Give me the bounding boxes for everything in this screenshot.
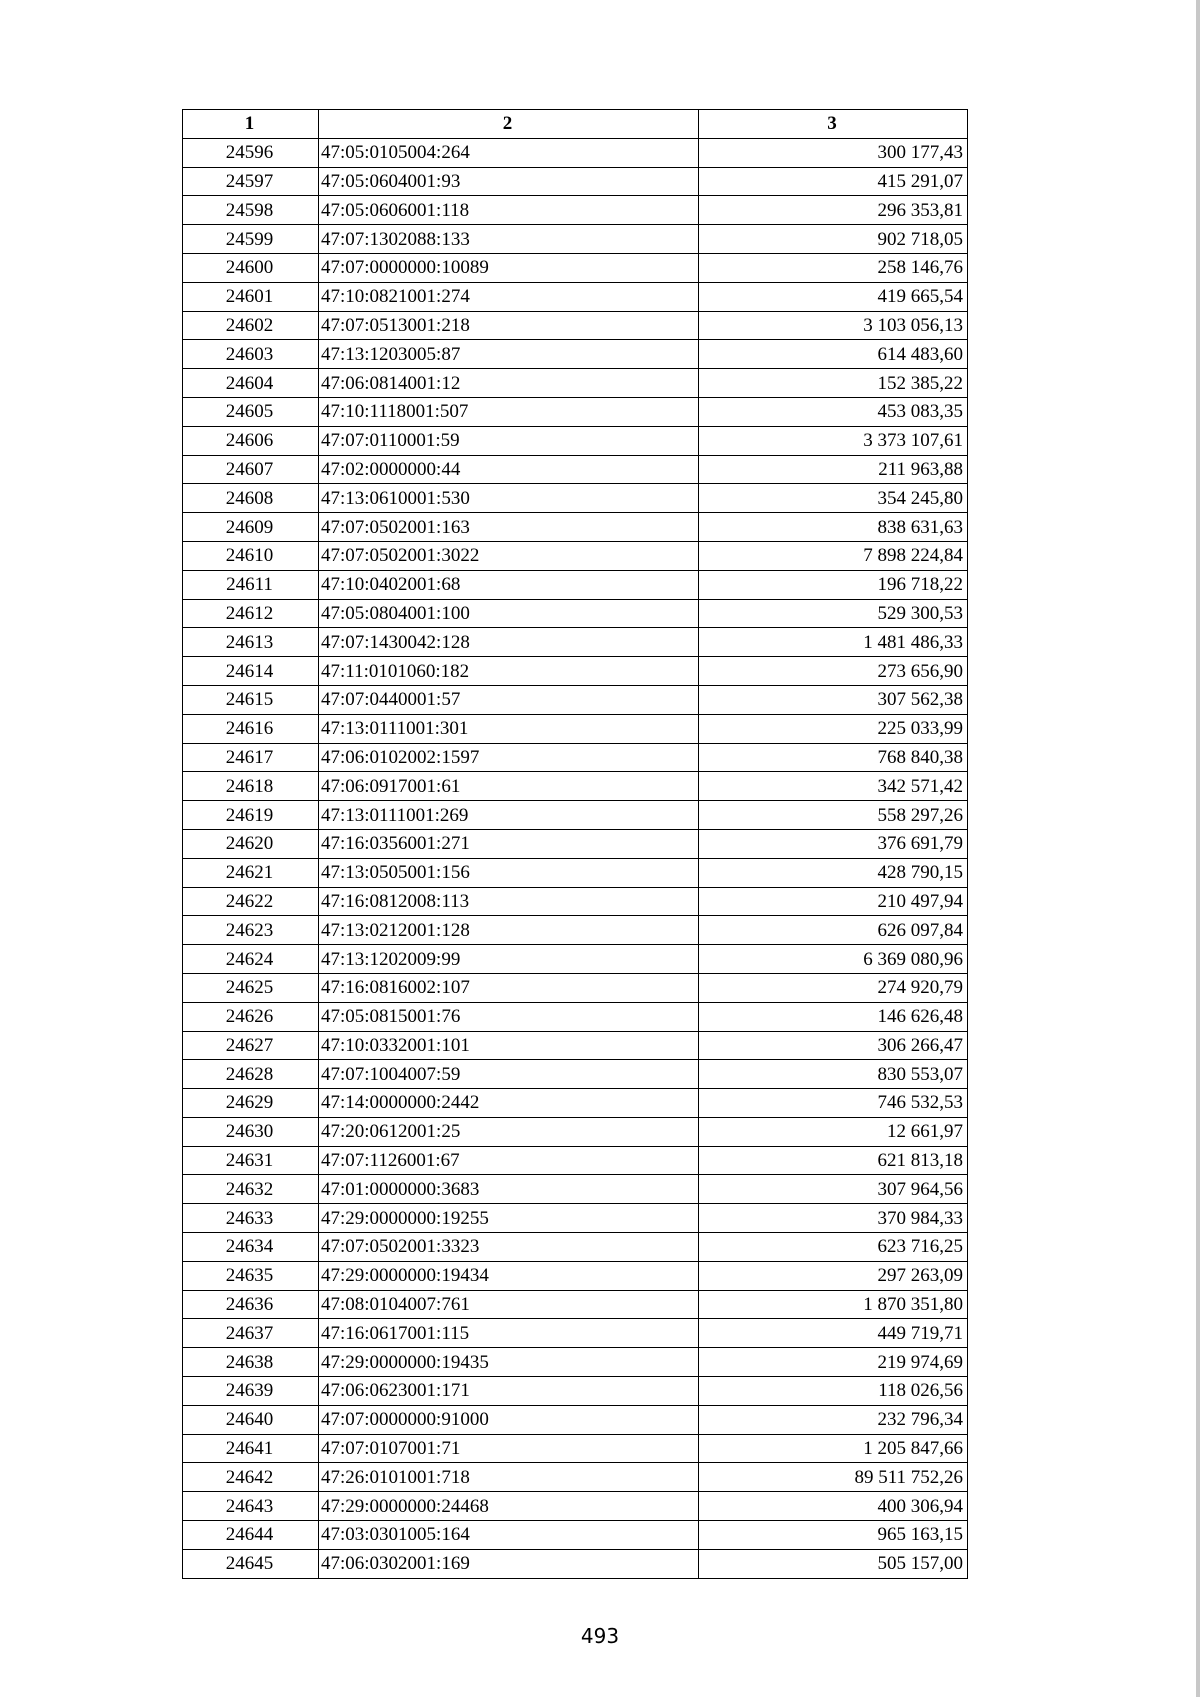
row-number-cell: 24634 — [183, 1233, 319, 1262]
value-cell: 1 870 351,80 — [699, 1290, 968, 1319]
table-row — [183, 714, 968, 743]
value-cell: 211 963,88 — [699, 455, 968, 484]
value-cell: 370 984,33 — [699, 1204, 968, 1233]
value-cell: 965 163,15 — [699, 1521, 968, 1550]
value-cell: 902 718,05 — [699, 225, 968, 254]
value-cell: 614 483,60 — [699, 340, 968, 369]
row-number-cell: 24623 — [183, 916, 319, 945]
cadastral-number-cell: 47:07:1126001:67 — [319, 1146, 699, 1175]
value-cell: 306 266,47 — [699, 1031, 968, 1060]
row-number-cell: 24622 — [183, 887, 319, 916]
cadastral-number-cell: 47:02:0000000:44 — [319, 455, 699, 484]
cadastral-number-cell: 47:29:0000000:24468 — [319, 1492, 699, 1521]
value-cell: 428 790,15 — [699, 858, 968, 887]
value-cell: 419 665,54 — [699, 282, 968, 311]
value-cell: 376 691,79 — [699, 829, 968, 858]
cadastral-number-cell: 47:29:0000000:19435 — [319, 1348, 699, 1377]
table-row — [183, 369, 968, 398]
table-row — [183, 1146, 968, 1175]
cadastral-number-cell: 47:07:0110001:59 — [319, 426, 699, 455]
row-number-cell: 24619 — [183, 801, 319, 830]
table-row — [183, 138, 968, 167]
row-number-cell: 24607 — [183, 455, 319, 484]
row-number-cell: 24638 — [183, 1348, 319, 1377]
value-cell: 89 511 752,26 — [699, 1463, 968, 1492]
header-row — [183, 110, 968, 139]
cadastral-number-cell: 47:07:0513001:218 — [319, 311, 699, 340]
table-row — [183, 772, 968, 801]
row-number-cell: 24608 — [183, 484, 319, 513]
value-cell: 354 245,80 — [699, 484, 968, 513]
row-number-cell: 24606 — [183, 426, 319, 455]
table-row — [183, 1492, 968, 1521]
cadastral-number-cell: 47:06:0917001:61 — [319, 772, 699, 801]
page-number: 493 — [580, 1624, 620, 1648]
table-row — [183, 397, 968, 426]
cadastral-number-cell: 47:07:0000000:10089 — [319, 253, 699, 282]
cadastral-number-cell: 47:13:0111001:301 — [319, 714, 699, 743]
value-cell: 453 083,35 — [699, 397, 968, 426]
table-row — [183, 887, 968, 916]
value-cell: 6 369 080,96 — [699, 945, 968, 974]
value-cell: 342 571,42 — [699, 772, 968, 801]
row-number-cell: 24618 — [183, 772, 319, 801]
cadastral-number-cell: 47:29:0000000:19434 — [319, 1261, 699, 1290]
cadastral-number-cell: 47:10:0332001:101 — [319, 1031, 699, 1060]
table-row — [183, 1463, 968, 1492]
cadastral-number-cell: 47:29:0000000:19255 — [319, 1204, 699, 1233]
value-cell: 300 177,43 — [699, 138, 968, 167]
table-row — [183, 196, 968, 225]
value-cell: 3 103 056,13 — [699, 311, 968, 340]
table-row — [183, 916, 968, 945]
value-cell: 273 656,90 — [699, 657, 968, 686]
cadastral-number-cell: 47:05:0606001:118 — [319, 196, 699, 225]
cadastral-number-cell: 47:07:0502001:163 — [319, 513, 699, 542]
cadastral-number-cell: 47:07:0502001:3323 — [319, 1233, 699, 1262]
table-row — [183, 801, 968, 830]
row-number-cell: 24636 — [183, 1290, 319, 1319]
row-number-cell: 24639 — [183, 1377, 319, 1406]
row-number-cell: 24614 — [183, 657, 319, 686]
value-cell: 296 353,81 — [699, 196, 968, 225]
row-number-cell: 24643 — [183, 1492, 319, 1521]
table-body — [183, 138, 968, 1578]
value-cell: 274 920,79 — [699, 973, 968, 1002]
cadastral-number-cell: 47:03:0301005:164 — [319, 1521, 699, 1550]
value-cell: 623 716,25 — [699, 1233, 968, 1262]
value-cell: 297 263,09 — [699, 1261, 968, 1290]
value-cell: 196 718,22 — [699, 570, 968, 599]
cadastral-number-cell: 47:13:1203005:87 — [319, 340, 699, 369]
table-row — [183, 340, 968, 369]
table-row — [183, 685, 968, 714]
value-cell: 768 840,38 — [699, 743, 968, 772]
table-row — [183, 1319, 968, 1348]
row-number-cell: 24620 — [183, 829, 319, 858]
table-row — [183, 657, 968, 686]
value-cell: 449 719,71 — [699, 1319, 968, 1348]
row-number-cell: 24631 — [183, 1146, 319, 1175]
cadastral-number-cell: 47:16:0617001:115 — [319, 1319, 699, 1348]
row-number-cell: 24628 — [183, 1060, 319, 1089]
row-number-cell: 24599 — [183, 225, 319, 254]
cadastral-number-cell: 47:07:1302088:133 — [319, 225, 699, 254]
page-right-edge — [1196, 0, 1200, 1697]
cadastral-number-cell: 47:13:0505001:156 — [319, 858, 699, 887]
value-cell: 626 097,84 — [699, 916, 968, 945]
table-row — [183, 225, 968, 254]
value-cell: 1 481 486,33 — [699, 628, 968, 657]
value-cell: 307 964,56 — [699, 1175, 968, 1204]
cadastral-number-cell: 47:10:0821001:274 — [319, 282, 699, 311]
cadastral-number-cell: 47:05:0105004:264 — [319, 138, 699, 167]
cadastral-number-cell: 47:05:0815001:76 — [319, 1002, 699, 1031]
value-cell: 558 297,26 — [699, 801, 968, 830]
row-number-cell: 24602 — [183, 311, 319, 340]
table-row — [183, 1175, 968, 1204]
table-row — [183, 1261, 968, 1290]
cadastral-number-cell: 47:16:0812008:113 — [319, 887, 699, 916]
value-cell: 146 626,48 — [699, 1002, 968, 1031]
row-number-cell: 24629 — [183, 1089, 319, 1118]
column-header-1: 1 — [183, 110, 319, 139]
cadastral-number-cell: 47:07:0107001:71 — [319, 1434, 699, 1463]
value-cell: 210 497,94 — [699, 887, 968, 916]
value-cell: 400 306,94 — [699, 1492, 968, 1521]
row-number-cell: 24601 — [183, 282, 319, 311]
value-cell: 415 291,07 — [699, 167, 968, 196]
value-cell: 1 205 847,66 — [699, 1434, 968, 1463]
table-row — [183, 1117, 968, 1146]
row-number-cell: 24625 — [183, 973, 319, 1002]
cadastral-number-cell: 47:05:0804001:100 — [319, 599, 699, 628]
row-number-cell: 24605 — [183, 397, 319, 426]
value-cell: 830 553,07 — [699, 1060, 968, 1089]
value-cell: 746 532,53 — [699, 1089, 968, 1118]
cadastral-number-cell: 47:16:0356001:271 — [319, 829, 699, 858]
table-row — [183, 1549, 968, 1578]
cadastral-number-cell: 47:16:0816002:107 — [319, 973, 699, 1002]
row-number-cell: 24603 — [183, 340, 319, 369]
cadastral-number-cell: 47:07:1430042:128 — [319, 628, 699, 657]
row-number-cell: 24613 — [183, 628, 319, 657]
table-row — [183, 1348, 968, 1377]
value-cell: 232 796,34 — [699, 1405, 968, 1434]
cadastral-number-cell: 47:06:0814001:12 — [319, 369, 699, 398]
table-row — [183, 1002, 968, 1031]
row-number-cell: 24615 — [183, 685, 319, 714]
table-row — [183, 311, 968, 340]
cadastral-number-cell: 47:10:0402001:68 — [319, 570, 699, 599]
column-header-2: 2 — [319, 110, 699, 139]
table-row — [183, 973, 968, 1002]
cadastral-number-cell: 47:07:0502001:3022 — [319, 541, 699, 570]
row-number-cell: 24621 — [183, 858, 319, 887]
table-row — [183, 167, 968, 196]
row-number-cell: 24597 — [183, 167, 319, 196]
column-header-3: 3 — [699, 110, 968, 139]
row-number-cell: 24624 — [183, 945, 319, 974]
row-number-cell: 24645 — [183, 1549, 319, 1578]
cadastral-number-cell: 47:11:0101060:182 — [319, 657, 699, 686]
table-row — [183, 628, 968, 657]
row-number-cell: 24612 — [183, 599, 319, 628]
table-row — [183, 599, 968, 628]
cadastral-number-cell: 47:10:1118001:507 — [319, 397, 699, 426]
table-row — [183, 858, 968, 887]
table-row — [183, 513, 968, 542]
table-row — [183, 1434, 968, 1463]
cadastral-number-cell: 47:05:0604001:93 — [319, 167, 699, 196]
row-number-cell: 24617 — [183, 743, 319, 772]
row-number-cell: 24642 — [183, 1463, 319, 1492]
row-number-cell: 24609 — [183, 513, 319, 542]
value-cell: 307 562,38 — [699, 685, 968, 714]
table-row — [183, 484, 968, 513]
table-row — [183, 945, 968, 974]
row-number-cell: 24630 — [183, 1117, 319, 1146]
cadastral-number-cell: 47:07:0000000:91000 — [319, 1405, 699, 1434]
table-row — [183, 455, 968, 484]
register-table — [182, 109, 968, 1579]
cadastral-number-cell: 47:07:1004007:59 — [319, 1060, 699, 1089]
row-number-cell: 24633 — [183, 1204, 319, 1233]
row-number-cell: 24640 — [183, 1405, 319, 1434]
cadastral-number-cell: 47:13:0111001:269 — [319, 801, 699, 830]
cadastral-number-cell: 47:06:0302001:169 — [319, 1549, 699, 1578]
value-cell: 7 898 224,84 — [699, 541, 968, 570]
value-cell: 219 974,69 — [699, 1348, 968, 1377]
value-cell: 258 146,76 — [699, 253, 968, 282]
table-row — [183, 426, 968, 455]
value-cell: 838 631,63 — [699, 513, 968, 542]
row-number-cell: 24596 — [183, 138, 319, 167]
value-cell: 12 661,97 — [699, 1117, 968, 1146]
table-row — [183, 1204, 968, 1233]
table-row — [183, 829, 968, 858]
table-row — [183, 1521, 968, 1550]
table-row — [183, 1405, 968, 1434]
cadastral-number-cell: 47:08:0104007:761 — [319, 1290, 699, 1319]
table-row — [183, 282, 968, 311]
table-row — [183, 1060, 968, 1089]
cadastral-number-cell: 47:13:1202009:99 — [319, 945, 699, 974]
table-row — [183, 570, 968, 599]
table-row — [183, 1377, 968, 1406]
cadastral-number-cell: 47:01:0000000:3683 — [319, 1175, 699, 1204]
table-row — [183, 743, 968, 772]
row-number-cell: 24635 — [183, 1261, 319, 1290]
value-cell: 118 026,56 — [699, 1377, 968, 1406]
row-number-cell: 24616 — [183, 714, 319, 743]
table-row — [183, 1031, 968, 1060]
row-number-cell: 24611 — [183, 570, 319, 599]
value-cell: 152 385,22 — [699, 369, 968, 398]
row-number-cell: 24641 — [183, 1434, 319, 1463]
table-row — [183, 541, 968, 570]
table-row — [183, 1089, 968, 1118]
row-number-cell: 24600 — [183, 253, 319, 282]
table-row — [183, 253, 968, 282]
row-number-cell: 24610 — [183, 541, 319, 570]
row-number-cell: 24604 — [183, 369, 319, 398]
cadastral-number-cell: 47:14:0000000:2442 — [319, 1089, 699, 1118]
row-number-cell: 24637 — [183, 1319, 319, 1348]
value-cell: 529 300,53 — [699, 599, 968, 628]
cadastral-number-cell: 47:13:0610001:530 — [319, 484, 699, 513]
cadastral-number-cell: 47:06:0623001:171 — [319, 1377, 699, 1406]
value-cell: 3 373 107,61 — [699, 426, 968, 455]
value-cell: 225 033,99 — [699, 714, 968, 743]
value-cell: 505 157,00 — [699, 1549, 968, 1578]
value-cell: 621 813,18 — [699, 1146, 968, 1175]
row-number-cell: 24598 — [183, 196, 319, 225]
cadastral-number-cell: 47:13:0212001:128 — [319, 916, 699, 945]
row-number-cell: 24644 — [183, 1521, 319, 1550]
table-row — [183, 1290, 968, 1319]
row-number-cell: 24627 — [183, 1031, 319, 1060]
row-number-cell: 24626 — [183, 1002, 319, 1031]
row-number-cell: 24632 — [183, 1175, 319, 1204]
cadastral-number-cell: 47:20:0612001:25 — [319, 1117, 699, 1146]
cadastral-number-cell: 47:06:0102002:1597 — [319, 743, 699, 772]
table-row — [183, 1233, 968, 1262]
cadastral-number-cell: 47:26:0101001:718 — [319, 1463, 699, 1492]
cadastral-number-cell: 47:07:0440001:57 — [319, 685, 699, 714]
